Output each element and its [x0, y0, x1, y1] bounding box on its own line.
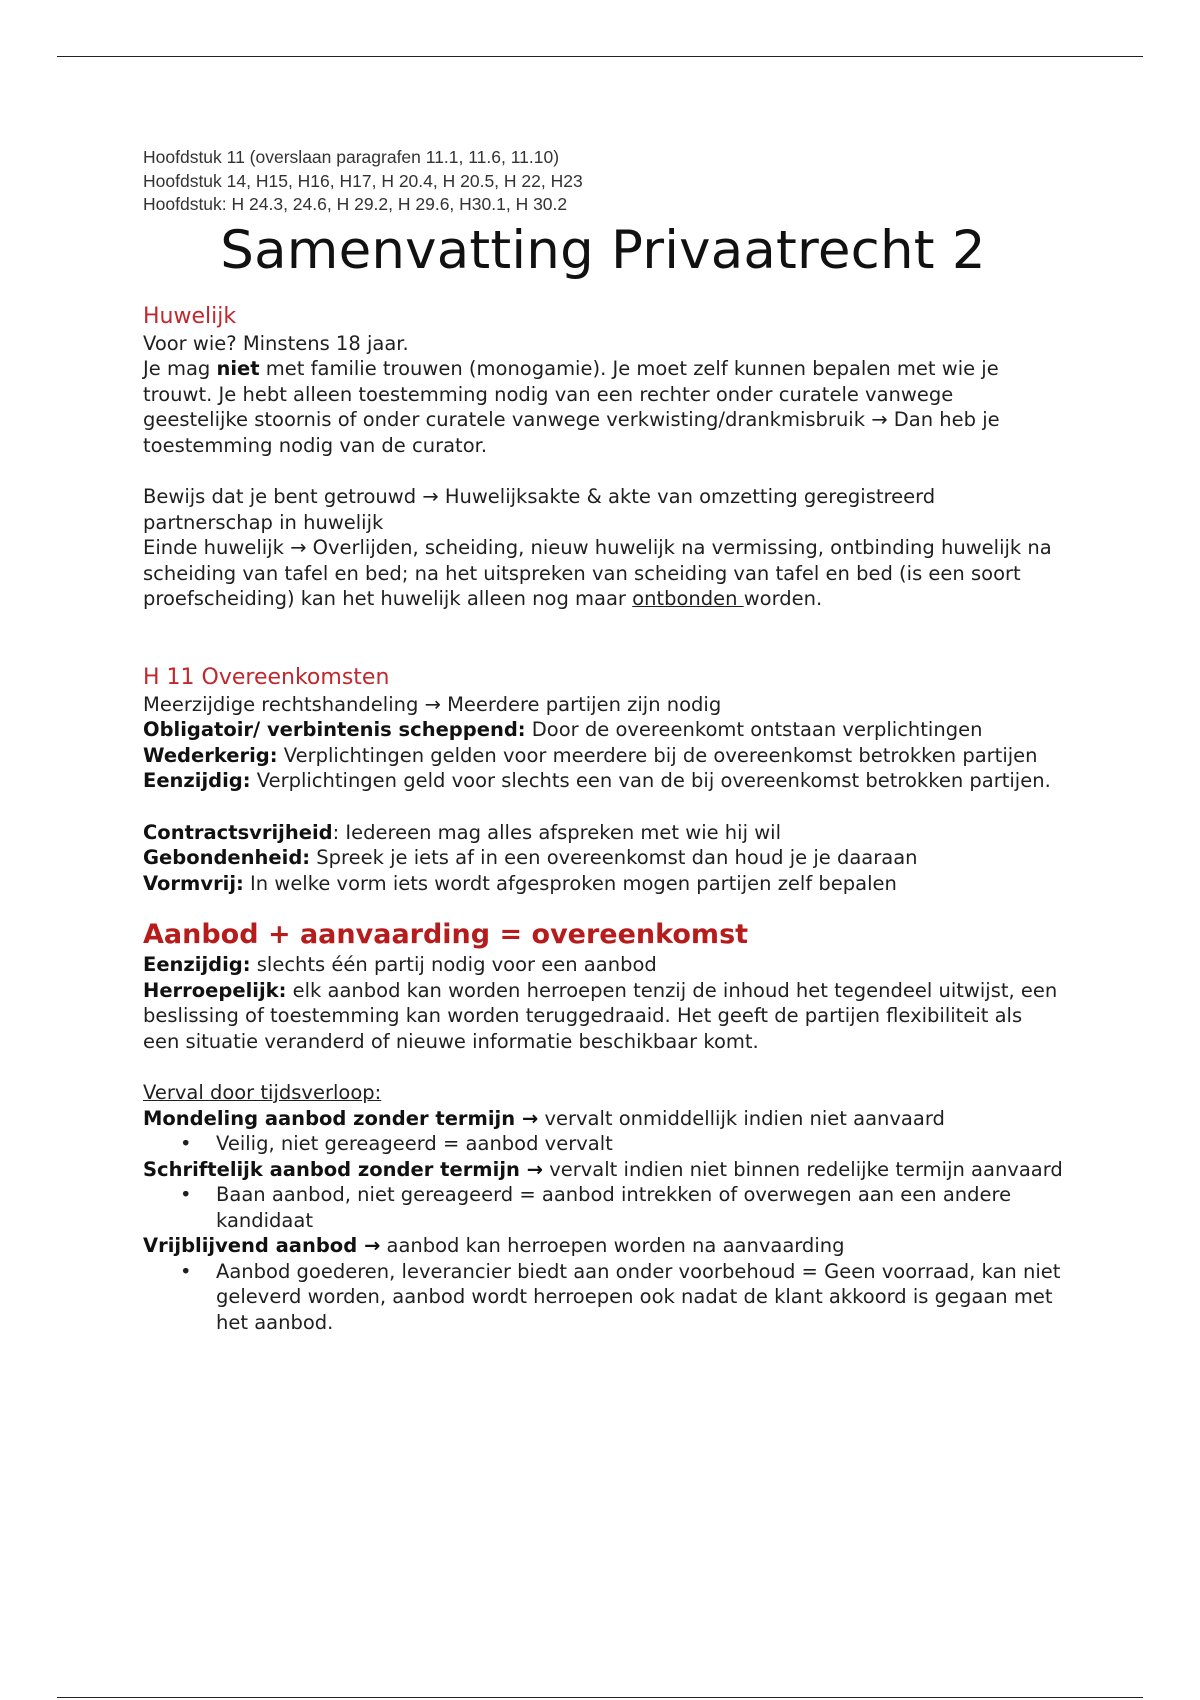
paragraph: Voor wie? Minstens 18 jaar.	[143, 331, 409, 355]
term-text: Door de overeenkomt ontstaan verplichtingen	[525, 718, 983, 741]
paragraph: Meerzijdige rechtshandeling → Meerdere partijen zijn nodig	[143, 692, 722, 716]
term-label: Schriftelijk aanbod zonder termijn →	[143, 1157, 544, 1181]
term-label: Eenzijdig:	[143, 953, 251, 976]
term-text: Verplichtingen gelden voor meerdere bij de overeenkomst betrokken partijen	[277, 743, 1038, 767]
definition	[143, 871, 1063, 897]
term-text: In welke vorm iets wordt afgesproken mogen partijen zelf bepalen	[243, 871, 897, 895]
term-label: Herroepelijk:	[143, 978, 287, 1002]
text-run: worden.	[743, 587, 823, 610]
term-label: Vrijblijvend aanbod →	[143, 1234, 381, 1257]
list-item: • Aanbod goederen, leverancier biedt aan onder voorbehoud = Geen voorraad, kan niet geleverd worden, aanbod wordt herroepen ook nadat de klant akkoord is gegaan met het aanbod.	[216, 1259, 1063, 1336]
subheading-verval: Verval door tijdsverloop:	[143, 1081, 382, 1104]
underlined-term: ontbonden	[632, 587, 744, 610]
term-label: Vormvrij:	[143, 871, 244, 895]
document-body	[143, 146, 1063, 1335]
list-item: • Veilig, niet gereageerd = aanbod vervalt	[216, 1131, 1063, 1157]
bottom-rule	[57, 1697, 1143, 1698]
definition	[143, 1233, 1063, 1259]
chapter-line: Hoofdstuk 14, H15, H16, H17, H 20.4, H 20.5, H 22, H23	[143, 170, 583, 191]
text-run: Je mag	[143, 357, 217, 380]
section-heading-aanbod: Aanbod + aanvaarding = overeenkomst	[143, 919, 749, 950]
bold-term: niet	[216, 357, 260, 380]
definition	[143, 845, 1063, 871]
definition	[143, 717, 1063, 743]
bullet-list	[143, 1259, 1063, 1336]
term-label: Wederkerig:	[143, 743, 278, 767]
definition	[143, 768, 1063, 794]
definition	[143, 820, 1063, 846]
term-text: slechts één partij nodig voor een aanbod	[250, 953, 657, 976]
term-text: : Iedereen mag alles afspreken met wie hij wil	[332, 820, 781, 844]
bullet-list	[143, 1182, 1063, 1233]
term-label: Obligatoir/ verbintenis scheppend:	[143, 718, 526, 741]
definition	[143, 1106, 1063, 1132]
paragraph: Bewijs dat je bent getrouwd → Huwelijksakte & akte van omzetting geregistreerd partnerschap in huwelijk	[143, 485, 936, 534]
term-text: vervalt indien niet binnen redelijke termijn aanvaard	[543, 1157, 1063, 1181]
term-label: Mondeling aanbod zonder termijn →	[143, 1106, 539, 1130]
chapter-line: Hoofdstuk 11 (overslaan paragrafen 11.1, 11.6, 11.10)	[143, 147, 560, 167]
definition	[143, 952, 1063, 978]
section-heading-huwelijk: Huwelijk	[143, 303, 237, 329]
term-text: vervalt onmiddellijk indien niet aanvaard	[538, 1106, 945, 1130]
definition	[143, 978, 1063, 1055]
top-rule	[57, 56, 1143, 57]
term-text: Spreek je iets af in een overeenkomst dan houd je je daaraan	[310, 846, 918, 869]
paragraph	[143, 535, 1063, 612]
list-item: • Baan aanbod, niet gereageerd = aanbod intrekken of overwegen aan een andere kandidaat	[216, 1182, 1063, 1233]
chapter-list	[143, 146, 1063, 217]
bullet-list	[143, 1131, 1063, 1157]
definition	[143, 1157, 1063, 1183]
text-run: Einde huwelijk → Overlijden, scheiding, nieuw huwelijk na vermissing, ontbinding huwelijk na scheiding van tafel en bed; na het uitspreken van scheiding van tafel en bed (is een soort proefscheiding) kan het huwelijk alleen nog maar	[143, 536, 1052, 610]
document-title: Samenvatting Privaatrecht 2	[220, 219, 986, 281]
term-label: Contractsvrijheid	[143, 820, 333, 844]
paragraph	[143, 356, 1063, 458]
term-text: Verplichtingen geld voor slechts een van de bij overeenkomst betrokken partijen.	[250, 769, 1051, 792]
term-text: aanbod kan herroepen worden na aanvaarding	[380, 1234, 845, 1257]
definition	[143, 743, 1063, 769]
chapter-line: Hoofdstuk: H 24.3, 24.6, H 29.2, H 29.6, H30.1, H 30.2	[143, 194, 568, 214]
term-label: Eenzijdig:	[143, 769, 251, 792]
term-label: Gebondenheid:	[143, 846, 311, 869]
section-heading-h11: H 11 Overeenkomsten	[143, 664, 390, 690]
term-text: elk aanbod kan worden herroepen tenzij de inhoud het tegendeel uitwijst, een beslissing of toestemming kan worden teruggedraaid. Het geeft de partijen flexibiliteit als een situatie veranderd of nieuwe informatie beschikbaar komt.	[143, 978, 1058, 1053]
text-run: met familie trouwen (monogamie). Je moet zelf kunnen bepalen met wie je trouwt. Je hebt alleen toestemming nodig van een rechter onder curatele vanwege geestelijke stoornis of onder curatele vanwege verkwisting/drankmisbruik → Dan heb je toestemming nodig van de curator.	[143, 357, 1000, 457]
